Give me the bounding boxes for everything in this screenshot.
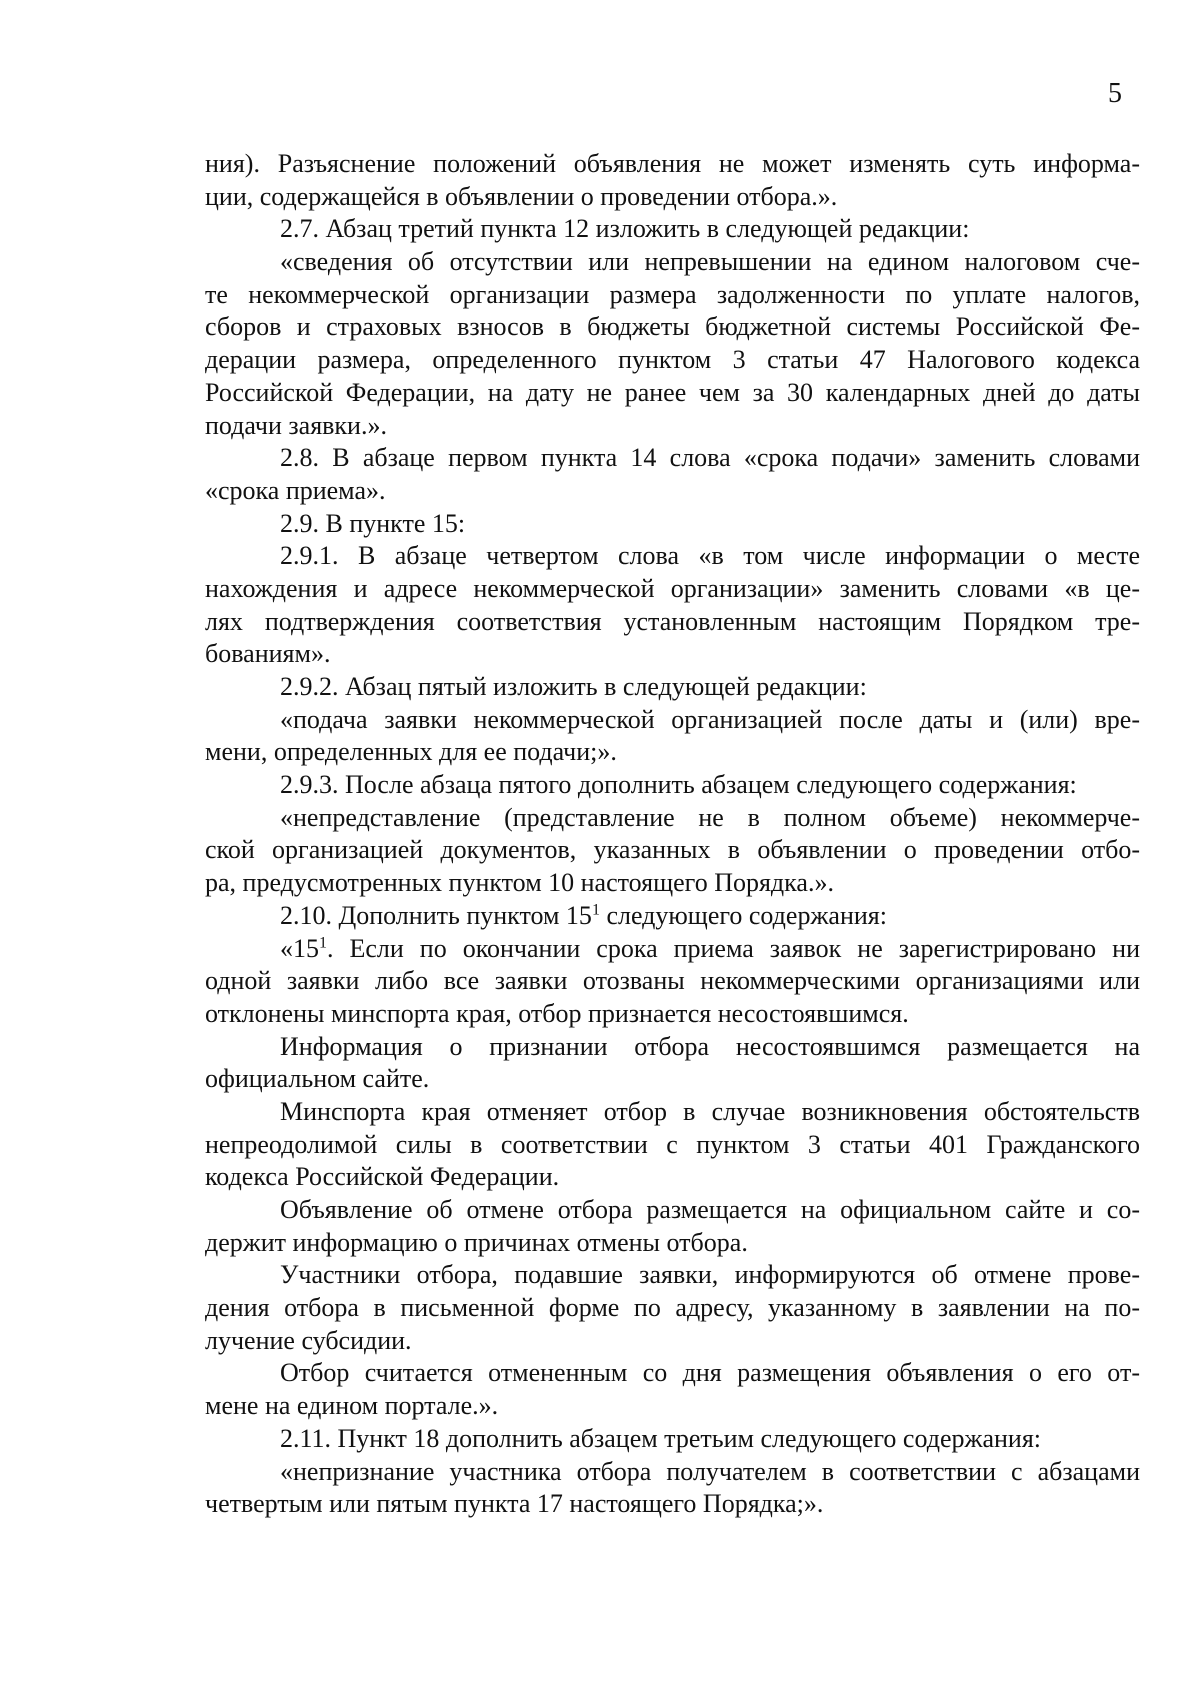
text-line: официальном сайте. [205,1064,430,1094]
text-line: «непризнание участника отбора получателем в соответствии с абзацами [280,1456,1140,1486]
text-line: кодекса Российской Федерации. [205,1162,560,1192]
text-line: лях подтверждения соответствия установленным настоящим Порядком тре- [205,606,1140,636]
text-line: 2.9.3. После абзаца пятого дополнить абзацем следующего содержания: [280,770,1077,800]
text-line: 2.7. Абзац третий пункта 12 изложить в следующей редакции: [280,214,970,244]
page-number: 5 [1108,78,1122,109]
text-line: держит информацию о причинах отмены отбора. [205,1227,748,1257]
paragraph [205,1456,1140,1521]
paragraph [205,900,1140,933]
text-line: дения отбора в письменной форме по адресу, указанному в заявлении на по- [205,1293,1140,1323]
text-line: «сведения об отсутствии или непревышении на едином налоговом сче- [280,247,1140,277]
paragraph [205,1259,1140,1357]
paragraph [205,769,1140,802]
text-line: 2.9.2. Абзац пятый изложить в следующей редакции: [280,672,867,701]
paragraph [205,1031,1140,1096]
text-line: бованиям». [205,639,331,669]
text-line: подачи заявки.». [205,410,387,440]
text-line: лучение субсидии. [205,1325,412,1355]
text-line: 2.11. Пункт 18 дополнить абзацем третьим следующего содержания: [280,1423,1042,1453]
text-line: отклонены минспорта края, отбор признается несостоявшимся. [205,998,909,1028]
paragraph [205,704,1140,769]
text-line: четвертым или пятым пункта 17 настоящего Порядка;». [205,1489,824,1519]
text-line: Информация о признании отбора несостоявшимся размещается на [280,1031,1140,1061]
paragraph [205,213,1140,246]
paragraph [205,1096,1140,1194]
text-line: «подача заявки некоммерческой организацией после даты и (или) вре- [280,704,1140,734]
paragraph [205,1423,1140,1456]
text-line: 2.9. В пункте 15: [280,508,466,538]
text-line: дерации размера, определенного пунктом 3 статьи 47 Налогового кодекса [205,345,1140,375]
paragraph [205,1357,1140,1422]
text-line: «срока приема». [205,475,386,505]
paragraph [205,1194,1140,1259]
paragraph [205,540,1140,671]
text-segment: «15 [280,933,319,963]
text-line: одной заявки либо все заявки отозваны некоммерческими организациями или [205,966,1140,996]
text-line: Отбор считается отмененным со дня размещения объявления о его от- [280,1358,1140,1388]
paragraph [205,671,1140,704]
paragraph [205,148,1140,213]
text-line: ской организацией документов, указанных в объявлении о проведении отбо- [205,835,1140,865]
superscript: 1 [319,933,327,951]
text-line: ции, содержащейся в объявлении о проведении отбора.». [205,181,838,211]
paragraph [205,933,1140,1031]
text-segment: . Если по окончании срока приема заявок не зарегистрировано ни [327,933,1140,963]
text-line: мене на едином портале.». [205,1391,499,1421]
text-line [205,933,1140,966]
text-line: ра, предусмотренных пунктом 10 настоящего Порядка.». [205,868,834,898]
text-line: Объявление об отмене отбора размещается на официальном сайте и со- [280,1195,1140,1224]
document-body [205,148,1140,1521]
text-line: ния). Разъяснение положений объявления не может изменять суть информа- [205,149,1140,178]
superscript: 1 [591,901,600,919]
text-line: Российской Федерации, на дату не ранее чем за 30 календарных дней до даты [205,377,1140,407]
text-line [205,900,1140,933]
text-line: непреодолимой силы в соответствии с пунктом 3 статьи 401 Гражданского [205,1129,1140,1159]
text-line: мени, определенных для ее подачи;». [205,737,617,767]
text-segment: следующего содержания: [599,900,887,930]
paragraph [205,802,1140,900]
text-line: 2.8. В абзаце первом пункта 14 слова «срока подачи» заменить словами [280,443,1140,473]
text-segment: 2.10. Дополнить пунктом 15 [280,900,592,930]
text-line: нахождения и адресе некоммерческой организации» заменить словами «в це- [205,573,1140,603]
paragraph [205,246,1140,442]
paragraph [205,508,1140,541]
text-line: Минспорта края отменяет отбор в случае возникновения обстоятельств [280,1096,1140,1126]
text-line: Участники отбора, подавшие заявки, информируются об отмене прове- [280,1260,1140,1290]
text-line: 2.9.1. В абзаце четвертом слова «в том числе информации о месте [280,541,1140,571]
paragraph [205,442,1140,507]
text-line: те некоммерческой организации размера задолженности по уплате налогов, [205,279,1140,309]
text-line: «непредставление (представление не в полном объеме) некоммерче- [280,802,1140,832]
text-line: сборов и страховых взносов в бюджеты бюджетной системы Российской Фе- [205,312,1140,342]
